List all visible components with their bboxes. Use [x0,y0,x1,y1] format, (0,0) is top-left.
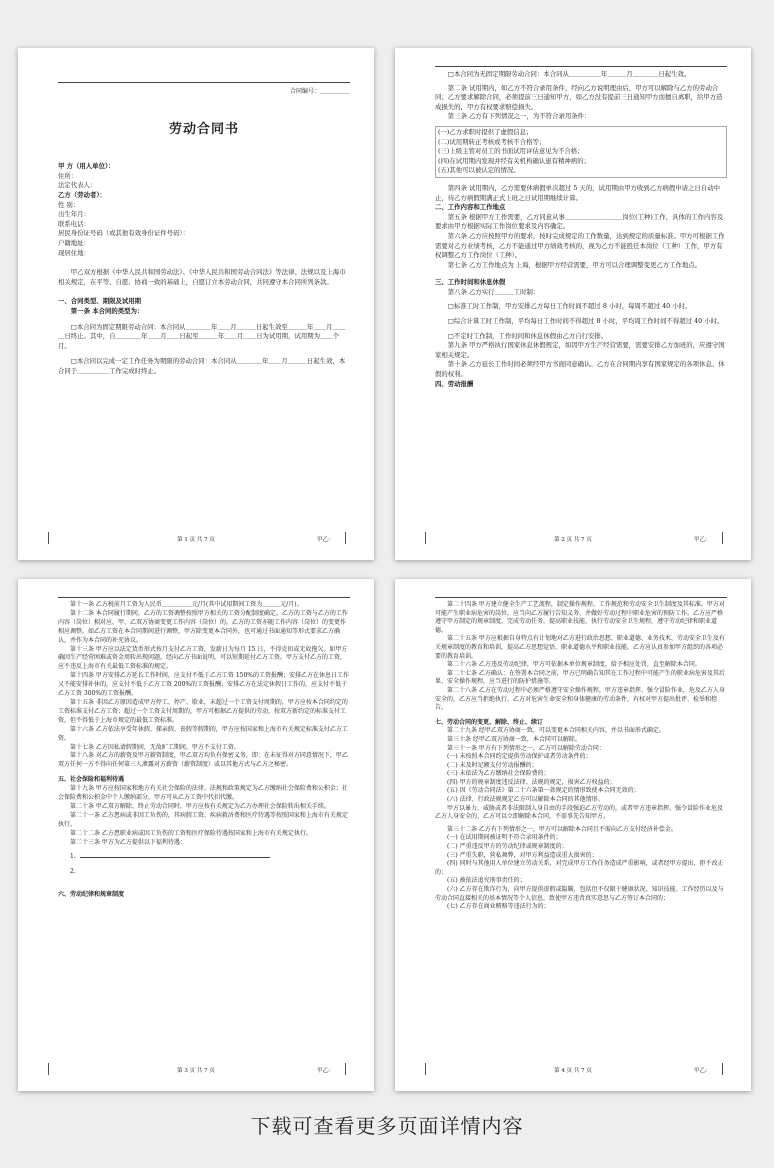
article-22: 第二十二条 乙方患职业病或因工负伤的工资和医疗保险待遇按国家和上海市有关规定执行。 [70,829,312,837]
article-7: 第七条 乙方工作地点为 上海，根据甲方经营需要，甲方可以合理调整变更乙方工作地点。 [447,260,702,269]
list-item: (二) 严重违反甲方的劳动纪律或规章制度的； [447,843,568,851]
article-1: 第一条 本合同的类型为： [70,306,144,315]
article-16: 第十六条 乙方依法享受年休假、探亲假、丧假等假期的，甲方应按国家和上海市有关规定标准支付乙方工资。 [58,725,348,742]
task-term-option: □本合同以完成一定工作任务为期限的劳动合同：本合同从＿＿＿＿年＿＿月＿＿＿日起生效，本合同于＿＿＿＿＿工作完成时终止。 [58,357,346,375]
list-item: (六) 乙方存在欺诈行为，向甲方提供虚假或隐瞒，包括但不仅限于健康状况、知识技能、工作经历以及与劳动合同直接相关的基本情况等个人信息，致使甲方违背真实意思与乙方签订本合同的； [435,886,724,902]
contract-page-2 [395,48,751,560]
section-heading: 一、合同类型、期限及试用期 [58,297,142,306]
address-field: 住所： [58,171,78,180]
list-item: (五) 被依法追究刑事责任的； [447,877,526,885]
force-termination-paragraph: 甲方以暴力、威胁或者非法限制人身自由的手段强迫乙方劳动的，或者甲方违章指挥、强令冒险作业危及乙方人身安全的，乙方可以立即解除本合同，不需事先告知甲方。 [435,804,724,821]
list-item: (二)试用期转正考核或考核不合格等； [438,137,546,146]
flexible-hours-option: □不定时工作制，工作时间和休息休假由乙方自行安排。 [447,331,608,340]
signature-label: 甲乙: [694,1068,707,1074]
article-11: 第十一条 乙方税前月工资为人民币＿＿＿＿＿元/月(其中试用期间工资为＿＿＿元/月)。 [70,601,303,608]
page-footer [18,1063,374,1075]
article-20: 第二十条 甲乙双方解除、终止劳动合同时，甲方应按有关规定为乙方办理社会保险转出相关手续。 [70,802,330,810]
contract-title: 劳动合同书 [168,121,239,137]
article-13: 第十三条 甲方应以法定货币形式按月支付乙方工资，发薪日为每月 15 日，不得克扣或无故拖欠。如甲方确因生产经营困难或资金周转出现问题，经向乙方书面说明，可以短期延付乙方工资。甲方支付乙方的工资，应不违反上海市有关最低工资标准的规定。 [58,645,348,671]
page-number: 第 1 页 共 7 页 [177,537,215,543]
list-item: (五)其他可以被认定的情况。 [438,166,520,175]
list-item: (四)在试用期内发现并经有关机构确认患有精神病的； [438,156,590,165]
article-2: 第二条 试用期内，如乙方不符合录用条件，经向乙方说明理由后，甲方可以解除与乙方的劳动合同；乙方要求解除合同，必须提前三日通知甲方，如乙方没有提前三日通知甲方而擅自离职，给甲方造成损失的，甲方有权要求赔偿损失。 [435,83,723,111]
article-32: 第三十二条 乙方有下列情形之一，甲方可以解除本合同且不需向乙方支付经济补偿金。 [447,825,677,833]
page-footer [395,1063,751,1075]
list-item: (一) 未按照本合同约定提供劳动保护或者劳动条件的； [447,753,592,761]
page-number: 第 4 页 共 7 页 [554,1068,592,1074]
list-item: (二) 未及时足额支付劳动报酬的； [447,761,538,769]
list-item: (四) 甲方的规章制度违反法律、法规的规定，损害乙方权益的； [447,778,616,786]
birth-field: 出生年月： [58,210,90,219]
residence-field: 现居住地： [58,248,90,257]
article-31: 第三十一条 甲方有下列情形之一，乙方可以解除劳动合同： [447,744,605,752]
list-item: (三) 严重失职，营私舞弊，对甲方利益造成重大损害的； [447,851,598,859]
section-heading: 六、劳动纪律和规章制度 [58,891,125,899]
article-21: 第二十一条 乙方患病或非因工负伤的，其病假工资、疾病救济费和医疗待遇等按照国家和上海市有关规定执行。 [58,811,348,828]
section-heading: 七、劳动合同的变更、解除、终止、续订 [435,718,544,726]
article-29: 第二十九条 经甲乙双方协商一致，可以变更本合同相关内容，并以书面形式确定。 [447,727,665,735]
header-rule [58,82,350,83]
article-4: 第四条 试用期内，乙方需要休病假单次超过 5 天的，试用期由甲方收到乙方病假申请之日自动中止，待乙方病假期满正式上班之日试用期继续计算。 [435,183,720,202]
article-3: 第三条 乙方有下列情况之一，为不符合录用条件： [447,112,591,121]
article-18: 第十八条 对乙方的薪资及甲方薪资制度，甲乙双方均负有保密义务，即：在未征得对方同意情况下，甲乙双方任何一方不得向任何第三人泄露对方薪资（薪资制度）或以其他方式与乙方之秘密。 [58,752,348,769]
party-a-field: 甲 方（用人单位）： [58,162,115,171]
legal-rep-field: 法定代表人： [58,181,97,190]
fixed-term-option: □本合同为固定期限劳动合同：本合同从＿＿＿＿年＿＿月＿＿＿日起生效至＿＿＿年＿＿月＿＿＿日终止。其中，自＿＿＿＿年＿＿月＿＿日起至＿＿＿年＿＿月＿＿日为试用期，试用期为＿＿个月。 [58,322,346,350]
article-19: 第十九条 甲方应按国家和地方有关社会保险的法律、法规和政策规定为乙方缴纳社会保险费和公积金；社会保险费和公积金中个人缴纳部分，甲方可从乙方工资中代扣代缴。 [58,785,348,802]
page-footer [18,532,374,544]
household-field: 户籍地址： [58,238,90,247]
article-8: 第八条 乙方实行＿＿＿工时制： [447,287,540,296]
article-25: 第二十五条 甲方应根据自身特点有计划地对乙方进行政治思想、职业道德、业务技术、劳动安全卫生及有关规章制度的教育和培训，提高乙方思想觉悟、职业道德水平和职业技能。乙方应认真参加甲方组织的各项必要的教育培训。 [435,635,725,660]
article-15: 第十五条 非因乙方原因造成甲方停工、停产、歇业，未超过一个工资支付周期的，甲方应按本合同约定的工资标准支付乙方工资；超过一个工资支付周期的，甲方可根据乙方提供的劳动，按双方新约定的标准支付工资，但不得低于上海市规定的最低工资标准。 [58,698,348,724]
article-26: 第二十六条 乙方违反劳动纪律，甲方可依据本单位规章制度，给予相应处罚，直至解除本合同。 [447,661,701,669]
article-5: 第五条 根据甲方工作需要，乙方同意从事＿＿＿＿＿＿＿＿＿岗位(工种)工作，具体的工作内容及要求由甲方根据实际工作岗位要求及内容确定。 [435,212,724,231]
contract-page-3 [18,579,374,1091]
paragraph: □本合同为无固定期限劳动合同：本合同从＿＿＿＿＿年＿＿＿月＿＿＿＿日起生效。 [447,70,691,78]
id-field: 居民身份证号码（或其他有效身份证件号码）： [58,229,190,238]
section-heading: 四、劳动报酬 [435,379,474,388]
header-rule [58,597,350,598]
list-item: (五) 因《劳动合同法》第二十六条第一款规定的情形致使本合同无效的； [447,787,640,795]
article-12: 第十二条 本合同履行期间，乙方的工资调整按照甲方相关的工资分配制度确定。乙方的工资与乙方的工作内容（岗位）相对应，甲、乙双方协商变更工作内容（岗位）的，乙方的工资亦随工作内容（岗位）的变更作相应调整。如乙方工资在本合同期间进行调整，甲方除变更本合同外，也可通过书面通知等形式要求乙方确认，并作为本合同的补充协议。 [58,609,348,644]
contract-number: 合同编号：＿＿＿＿＿ [289,88,350,95]
phone-field: 联系电话： [58,219,90,228]
article-24: 第二十四条 甲方建立健全生产工艺流程，制定操作规程、工作规范和劳动安全卫生制度及其标准。甲方对可能产生职业病危害的岗位，应当向乙方履行告知义务，并做好劳动过程中职业危害的预防工作。乙方应严格遵守甲方制定的规章制度，完成劳动任务，提高职业技能，执行劳动安全卫生规程，遵守劳动纪律和职业道德。 [435,601,725,634]
list-item: (三)上级主管对员工的书面试用评估意见为不合格； [438,147,584,156]
header-rule [435,597,727,598]
section-heading: 二、工作内容和工作地点 [435,203,506,212]
page-number: 第 3 页 共 7 页 [177,1068,215,1074]
list-item: (四) 同时与其他用人单位建立劳动关系，对完成甲方工作任务造成严重影响，或者经甲方提出，拒不改正的； [435,860,724,876]
article-10: 第十条 乙方延长工作时间必须经甲方书面同意确认。乙方在合同期内享有国家规定的各项休息、休假的权利。 [435,360,725,379]
article-23: 第二十三条 甲方为乙方提供以下福利待遇： [70,838,186,846]
intro-paragraph: 甲乙双方根据《中华人民共和国劳动法》、《中华人民共和国劳动合同法》等法律、法规以及上海市相关规定，在平等、自愿、协商一致的基础上，自愿订立本劳动合同，共同遵守本合同所列条款。 [58,268,346,286]
gender-field: 性 别： [58,200,80,209]
signature-label: 甲乙: [317,537,330,543]
signature-label: 甲乙: [317,1068,330,1074]
list-item: (六) 法律、行政法规规定乙方可以解除本合同的其他情形。 [447,796,604,804]
signature-label: 甲乙: [694,537,707,543]
list-item: (七) 乙方存在商业贿赂等违法行为的； [447,903,550,911]
page-footer [395,532,751,544]
list-item: (一) 在试用期间被证明不符合录用条件的； [447,834,562,842]
standard-hours-option: □标准工时工作制，甲方安排乙方每日工作时间不超过 8 小时，每周不超过 40 小时。 [447,302,692,311]
section-heading: 五、社会保险和福利待遇 [58,776,125,784]
list-item: (三) 未依法为乙方缴纳社会保险费的； [447,770,550,778]
header-rule [435,66,727,67]
article-9: 第九条 甲方严格执行国家休息休假规定，如因甲方生产经营需要，需要安排乙方加班的，应遵守国家相关规定。 [435,341,725,359]
article-30: 第三十条 经甲乙双方协商一致，本合同可以解除。 [447,735,581,743]
contract-page-1 [18,48,374,560]
welfare-item-2: 2. [70,868,76,876]
article-6: 第六条 乙方应按照甲方的要求，按时完成规定的工作数量，达到规定的质量标准。甲方可根据工作需要对乙方业绩考核，乙方不能通过甲方绩效考核的，视为乙方不能胜任本岗位（工种）工作，甲方有权调整乙方工作岗位（工种）。 [435,231,725,260]
article-27: 第二十七条 乙方确认：在签署本合同之前，甲方已明确告知其在工作过程中可能产生的职业病危害及其后果、安全操作规程，应当进行的防护措施等。 [435,669,725,686]
page-number: 第 2 页 共 7 页 [554,537,592,543]
article-17: 第十七条 乙方因私请假期间，无故旷工期间，甲方不支付工资。 [70,743,240,751]
list-item: (一)乙方求职时提供了虚假信息； [438,127,533,136]
article-28: 第二十八条 乙方在劳动过程中必须严格遵守安全操作规程，甲方违章指挥、强令冒险作业，危及乙方人身安全的，乙方应当拒绝执行。乙方对危害生命安全和身体健康的劳动条件，有权对甲方提出批评、检举和控告。 [435,686,725,712]
comprehensive-hours-option: □综合计算工时工作制，平均每日工作时间不得超过 8 小时，平均周工作时间不得超过 40 小时。 [447,317,724,326]
section-heading: 三、工作时间和休息休假 [435,278,506,287]
download-caption[interactable]: 下载可查看更多页面详情内容 [250,1114,524,1138]
article-14: 第十四条 甲方安排乙方延长工作时间，应支付不低于乙方工资 150%的工资报酬；安排乙方在休息日工作又不能安排补休的，应支付不低于乙方工资 200%的工资报酬；安排乙方在法定休假日工作的，应支付不低于乙方工资 300%的工资报酬。 [58,672,349,698]
welfare-item-1: 1. [58,853,350,862]
party-b-field: 乙方（劳动者）： [58,190,106,199]
contract-page-4 [395,579,751,1091]
